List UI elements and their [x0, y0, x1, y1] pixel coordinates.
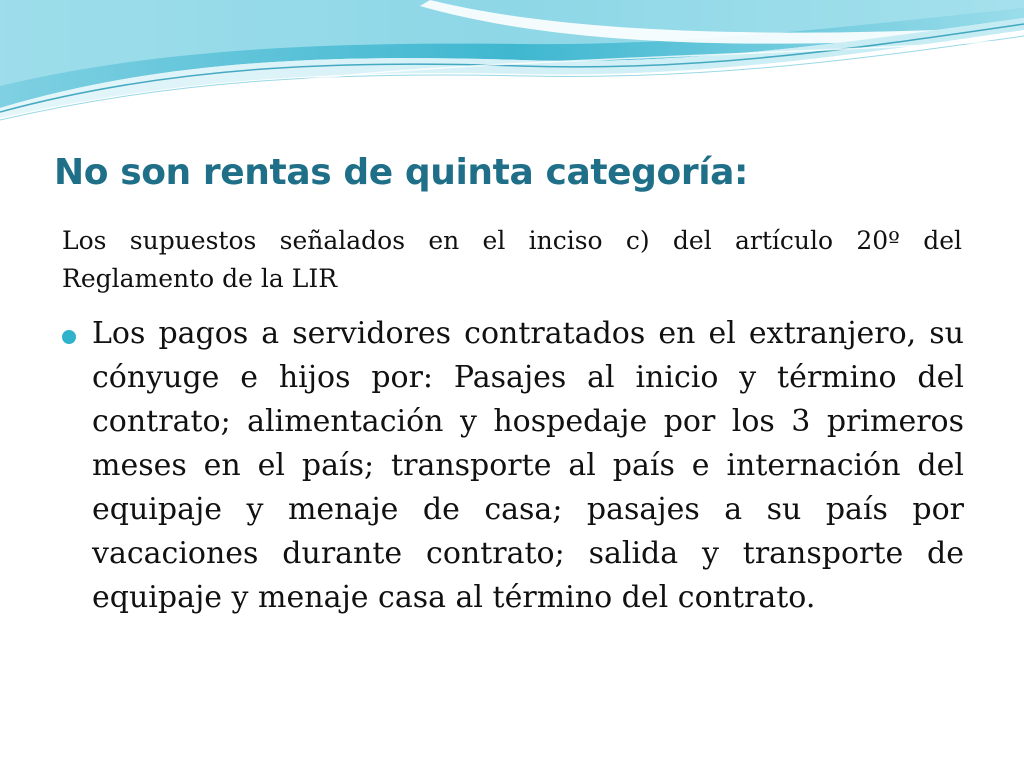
bullet-dot-icon — [62, 330, 76, 344]
slide-title: No son rentas de quinta categoría: — [54, 152, 749, 193]
slide-subtitle: Los supuestos señalados en el inciso c) del artículo 20º del Reglamento de la LIR — [62, 226, 962, 293]
header-wave-decoration — [0, 0, 1024, 130]
bullet-list — [62, 312, 964, 620]
bullet-text: Los pagos a servidores contratados en el extranjero, su cónyuge e hijos por: Pasajes al inicio y término del contrato; alimentación y hospedaje por los 3 primeros meses en el país; transporte al país e internación del equipaje y menaje de casa; pasajes a su país por vacaciones durante contrato; salida y transporte de equipaje y menaje casa al término del contrato. — [92, 316, 964, 615]
bullet-item — [62, 312, 964, 620]
